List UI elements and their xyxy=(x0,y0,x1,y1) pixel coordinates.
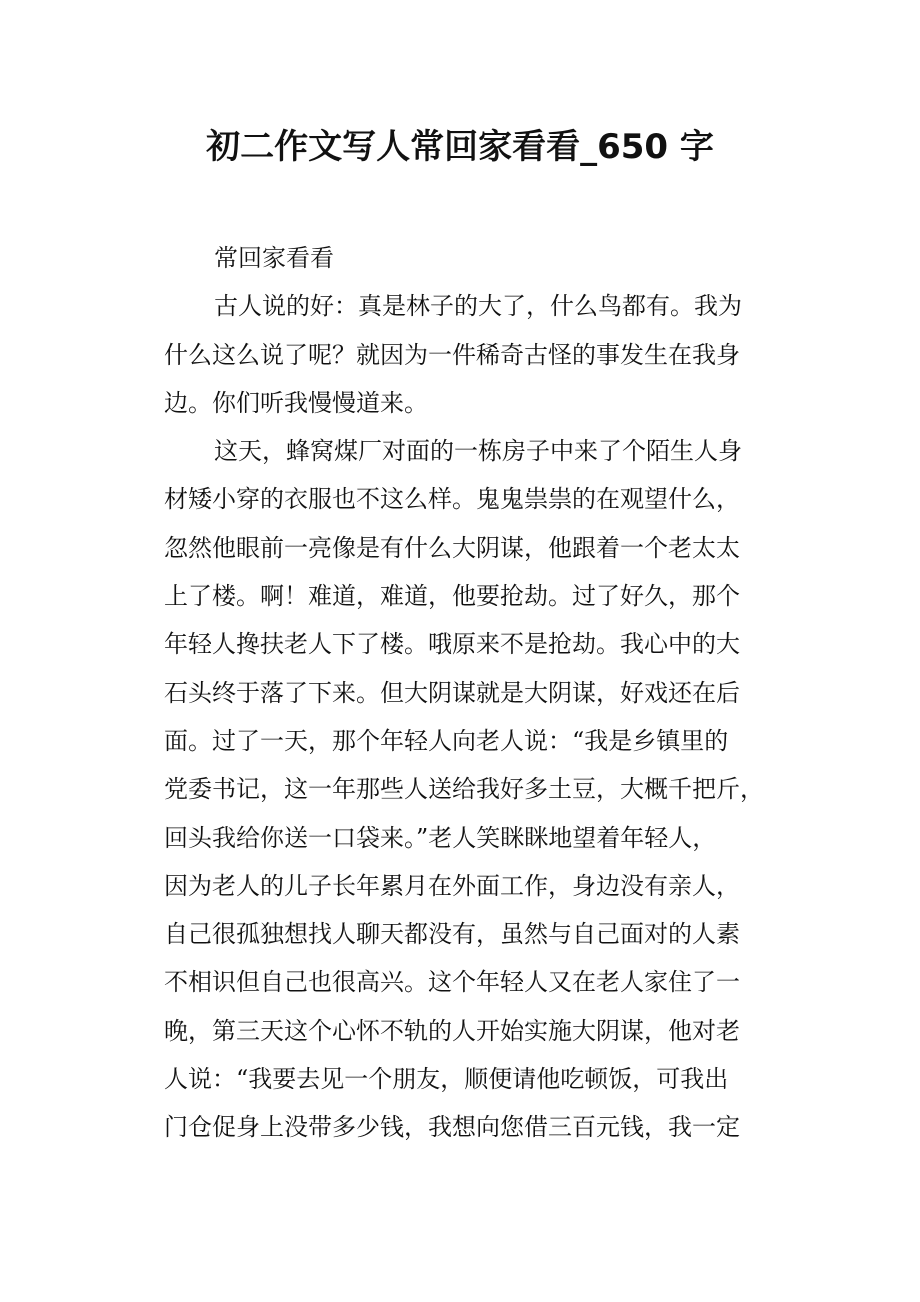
paragraph-line: 门仓促身上没带多少钱，我想向您借三百元钱，我一定 xyxy=(164,1113,740,1142)
paragraph-line: 古人说的好：真是林子的大了，什么鸟都有。我为 xyxy=(214,292,742,321)
paragraph-line: 材矮小穿的衣服也不这么样。鬼鬼祟祟的在观望什么， xyxy=(164,485,740,514)
paragraph-line: 人说：“我要去见一个朋友，顺便请他吃顿饭，可我出 xyxy=(164,1065,729,1094)
paragraph-line: 这天，蜂窝煤厂对面的一栋房子中来了个陌生人身 xyxy=(214,437,742,466)
paragraph-line: 上了楼。啊！难道，难道，他要抢劫。过了好久，那个 xyxy=(164,582,740,611)
paragraph-line: 晚，第三天这个心怀不轨的人开始实施大阴谋，他对老 xyxy=(164,1016,740,1045)
document-body xyxy=(164,234,764,1152)
paragraph-line: 自己很孤独想找人聊天都没有，虽然与自己面对的人素 xyxy=(164,920,740,949)
paragraph-line: 党委书记，这一年那些人送给我好多土豆，大概千把斤， xyxy=(164,775,764,804)
paragraph-line: 忽然他眼前一亮像是有什么大阴谋，他跟着一个老太太 xyxy=(164,533,740,562)
paragraph-line: 什么这么说了呢？就因为一件稀奇古怪的事发生在我身 xyxy=(164,340,740,369)
paragraph-line: 边。你们听我慢慢道来。 xyxy=(164,388,428,417)
paragraph-line: 石头终于落了下来。但大阴谋就是大阴谋，好戏还在后 xyxy=(164,678,740,707)
paragraph-line: 因为老人的儿子长年累月在外面工作，身边没有亲人， xyxy=(164,871,740,900)
paragraph-heading-line: 常回家看看 xyxy=(214,244,334,272)
paragraph-line: 面。过了一天，那个年轻人向老人说：“我是乡镇里的 xyxy=(164,726,729,755)
paragraph-line: 回头我给你送一口袋来。”老人笑眯眯地望着年轻人， xyxy=(164,823,717,852)
document-title: 初二作文写人常回家看看_650 字 xyxy=(206,127,714,167)
paragraph-line: 年轻人搀扶老人下了楼。哦原来不是抢劫。我心中的大 xyxy=(164,630,740,659)
paragraph-line: 不相识但自己也很高兴。这个年轻人又在老人家住了一 xyxy=(164,968,740,997)
